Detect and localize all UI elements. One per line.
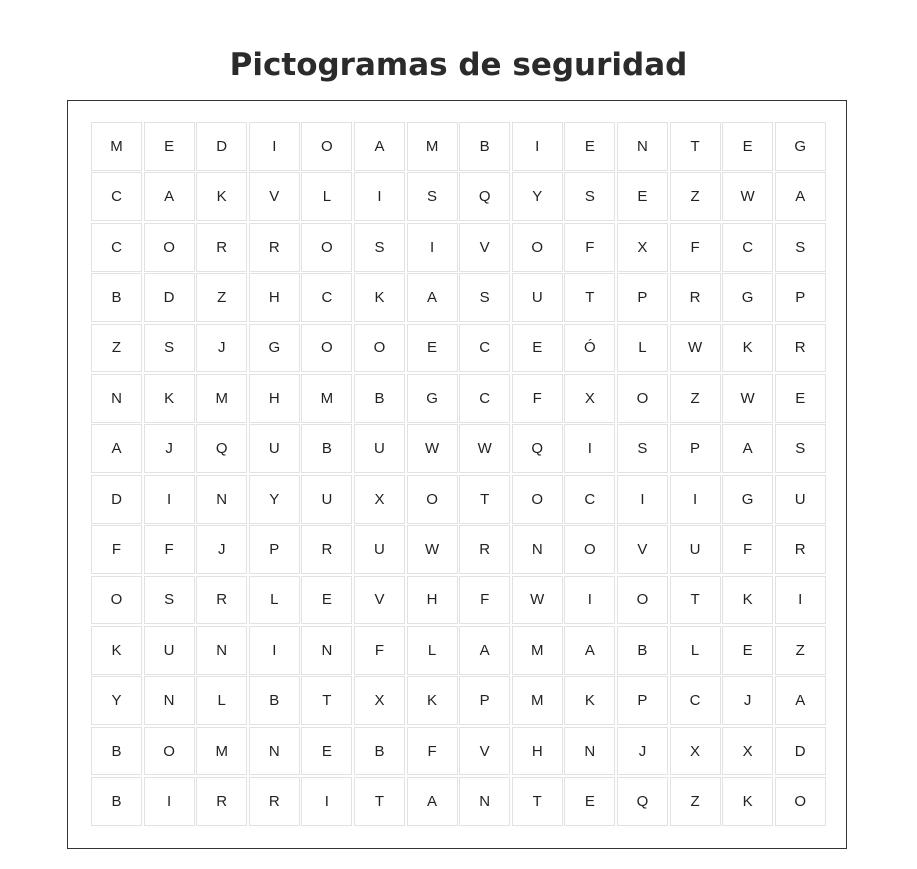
grid-cell[interactable]: O: [564, 525, 615, 574]
grid-cell[interactable]: Z: [670, 374, 721, 423]
grid-cell[interactable]: M: [196, 374, 247, 423]
grid-cell[interactable]: V: [459, 727, 510, 776]
grid-cell[interactable]: I: [301, 777, 352, 826]
grid-cell[interactable]: E: [564, 777, 615, 826]
grid-cell[interactable]: F: [564, 223, 615, 272]
grid-cell[interactable]: S: [144, 324, 195, 373]
grid-cell[interactable]: U: [670, 525, 721, 574]
grid-cell[interactable]: Y: [512, 172, 563, 221]
grid-cell[interactable]: C: [91, 223, 142, 272]
grid-cell[interactable]: R: [301, 525, 352, 574]
grid-cell[interactable]: X: [564, 374, 615, 423]
grid-cell[interactable]: X: [354, 676, 405, 725]
grid-cell[interactable]: W: [407, 424, 458, 473]
grid-cell[interactable]: J: [617, 727, 668, 776]
grid-cell[interactable]: F: [670, 223, 721, 272]
grid-cell[interactable]: D: [775, 727, 826, 776]
grid-cell[interactable]: M: [512, 676, 563, 725]
grid-cell[interactable]: F: [407, 727, 458, 776]
grid-cell[interactable]: P: [617, 676, 668, 725]
grid-cell[interactable]: T: [564, 273, 615, 322]
grid-cell[interactable]: A: [775, 172, 826, 221]
grid-cell[interactable]: L: [670, 626, 721, 675]
grid-cell[interactable]: H: [249, 273, 300, 322]
grid-cell[interactable]: B: [91, 273, 142, 322]
grid-cell[interactable]: N: [196, 475, 247, 524]
grid-cell[interactable]: E: [512, 324, 563, 373]
grid-cell[interactable]: E: [722, 626, 773, 675]
grid-cell[interactable]: I: [564, 424, 615, 473]
grid-cell[interactable]: D: [196, 122, 247, 171]
grid-cell[interactable]: I: [564, 576, 615, 625]
grid-cell[interactable]: X: [354, 475, 405, 524]
grid-cell[interactable]: J: [144, 424, 195, 473]
grid-cell[interactable]: E: [617, 172, 668, 221]
grid-cell[interactable]: I: [407, 223, 458, 272]
grid-cell[interactable]: O: [512, 223, 563, 272]
grid-cell[interactable]: O: [775, 777, 826, 826]
grid-cell[interactable]: M: [512, 626, 563, 675]
grid-cell[interactable]: N: [512, 525, 563, 574]
grid-cell[interactable]: U: [144, 626, 195, 675]
grid-cell[interactable]: S: [459, 273, 510, 322]
grid-cell[interactable]: Y: [249, 475, 300, 524]
grid-cell[interactable]: B: [91, 777, 142, 826]
grid-cell[interactable]: N: [249, 727, 300, 776]
grid-cell[interactable]: P: [249, 525, 300, 574]
grid-cell[interactable]: B: [91, 727, 142, 776]
grid-cell[interactable]: L: [407, 626, 458, 675]
grid-cell[interactable]: C: [459, 374, 510, 423]
grid-cell[interactable]: U: [249, 424, 300, 473]
grid-cell[interactable]: O: [144, 223, 195, 272]
grid-cell[interactable]: P: [617, 273, 668, 322]
grid-cell[interactable]: V: [354, 576, 405, 625]
grid-cell[interactable]: M: [196, 727, 247, 776]
grid-cell[interactable]: L: [196, 676, 247, 725]
grid-cell[interactable]: T: [670, 122, 721, 171]
grid-cell[interactable]: U: [512, 273, 563, 322]
grid-cell[interactable]: S: [354, 223, 405, 272]
grid-cell[interactable]: P: [459, 676, 510, 725]
grid-cell[interactable]: S: [564, 172, 615, 221]
grid-cell[interactable]: N: [459, 777, 510, 826]
grid-cell[interactable]: P: [775, 273, 826, 322]
grid-cell[interactable]: E: [301, 727, 352, 776]
grid-cell[interactable]: R: [459, 525, 510, 574]
grid-cell[interactable]: T: [459, 475, 510, 524]
grid-cell[interactable]: C: [722, 223, 773, 272]
grid-cell[interactable]: H: [407, 576, 458, 625]
grid-cell[interactable]: A: [354, 122, 405, 171]
grid-cell[interactable]: G: [249, 324, 300, 373]
grid-cell[interactable]: B: [354, 727, 405, 776]
grid-cell[interactable]: A: [407, 777, 458, 826]
grid-cell[interactable]: I: [354, 172, 405, 221]
grid-cell[interactable]: O: [617, 374, 668, 423]
grid-cell[interactable]: K: [722, 777, 773, 826]
grid-cell[interactable]: E: [722, 122, 773, 171]
grid-cell[interactable]: L: [301, 172, 352, 221]
grid-cell[interactable]: U: [354, 525, 405, 574]
grid-cell[interactable]: O: [301, 122, 352, 171]
grid-cell[interactable]: N: [564, 727, 615, 776]
grid-cell[interactable]: N: [144, 676, 195, 725]
grid-cell[interactable]: C: [670, 676, 721, 725]
grid-cell[interactable]: O: [512, 475, 563, 524]
grid-cell[interactable]: E: [564, 122, 615, 171]
grid-cell[interactable]: V: [617, 525, 668, 574]
grid-cell[interactable]: E: [407, 324, 458, 373]
grid-cell[interactable]: E: [301, 576, 352, 625]
grid-cell[interactable]: J: [722, 676, 773, 725]
grid-cell[interactable]: D: [144, 273, 195, 322]
grid-cell[interactable]: R: [775, 525, 826, 574]
grid-cell[interactable]: W: [459, 424, 510, 473]
grid-cell[interactable]: G: [722, 273, 773, 322]
grid-cell[interactable]: O: [407, 475, 458, 524]
grid-cell[interactable]: K: [91, 626, 142, 675]
grid-cell[interactable]: I: [249, 626, 300, 675]
grid-cell[interactable]: F: [459, 576, 510, 625]
grid-cell[interactable]: Q: [617, 777, 668, 826]
grid-cell[interactable]: M: [407, 122, 458, 171]
grid-cell[interactable]: O: [91, 576, 142, 625]
grid-cell[interactable]: S: [407, 172, 458, 221]
grid-cell[interactable]: L: [249, 576, 300, 625]
grid-cell[interactable]: T: [512, 777, 563, 826]
grid-cell[interactable]: N: [301, 626, 352, 675]
grid-cell[interactable]: K: [196, 172, 247, 221]
grid-cell[interactable]: K: [722, 324, 773, 373]
grid-cell[interactable]: F: [512, 374, 563, 423]
grid-cell[interactable]: A: [91, 424, 142, 473]
grid-cell[interactable]: R: [249, 223, 300, 272]
grid-cell[interactable]: W: [722, 172, 773, 221]
grid-cell[interactable]: I: [512, 122, 563, 171]
word-search-board: [67, 100, 847, 849]
puzzle-title: Pictogramas de seguridad: [229, 47, 688, 83]
grid-cell[interactable]: I: [144, 777, 195, 826]
grid-cell[interactable]: N: [617, 122, 668, 171]
grid-cell[interactable]: T: [354, 777, 405, 826]
grid-cell[interactable]: Z: [670, 172, 721, 221]
grid-cell[interactable]: R: [670, 273, 721, 322]
grid-cell[interactable]: X: [722, 727, 773, 776]
grid-cell[interactable]: R: [249, 777, 300, 826]
letter-grid: [91, 122, 826, 826]
grid-cell[interactable]: R: [196, 576, 247, 625]
grid-cell[interactable]: N: [91, 374, 142, 423]
grid-cell[interactable]: X: [617, 223, 668, 272]
grid-cell[interactable]: O: [301, 223, 352, 272]
grid-cell[interactable]: U: [354, 424, 405, 473]
grid-cell[interactable]: W: [722, 374, 773, 423]
grid-cell[interactable]: S: [144, 576, 195, 625]
grid-cell[interactable]: B: [617, 626, 668, 675]
grid-cell[interactable]: W: [670, 324, 721, 373]
grid-cell[interactable]: K: [144, 374, 195, 423]
grid-cell[interactable]: P: [670, 424, 721, 473]
grid-cell[interactable]: G: [722, 475, 773, 524]
grid-cell[interactable]: Y: [91, 676, 142, 725]
grid-cell[interactable]: Q: [512, 424, 563, 473]
grid-cell[interactable]: N: [196, 626, 247, 675]
grid-cell[interactable]: I: [617, 475, 668, 524]
grid-cell[interactable]: D: [91, 475, 142, 524]
grid-cell[interactable]: I: [144, 475, 195, 524]
grid-cell[interactable]: G: [775, 122, 826, 171]
grid-cell[interactable]: F: [144, 525, 195, 574]
grid-cell[interactable]: S: [775, 223, 826, 272]
grid-cell[interactable]: X: [670, 727, 721, 776]
grid-cell[interactable]: C: [91, 172, 142, 221]
grid-cell[interactable]: B: [249, 676, 300, 725]
grid-cell[interactable]: R: [196, 223, 247, 272]
grid-cell[interactable]: A: [722, 424, 773, 473]
grid-cell[interactable]: C: [459, 324, 510, 373]
grid-cell[interactable]: T: [670, 576, 721, 625]
grid-cell[interactable]: U: [301, 475, 352, 524]
grid-cell[interactable]: S: [775, 424, 826, 473]
grid-cell[interactable]: Z: [91, 324, 142, 373]
grid-cell[interactable]: U: [775, 475, 826, 524]
grid-cell[interactable]: K: [354, 273, 405, 322]
grid-cell[interactable]: C: [564, 475, 615, 524]
grid-cell[interactable]: A: [144, 172, 195, 221]
grid-cell[interactable]: F: [354, 626, 405, 675]
grid-cell[interactable]: B: [459, 122, 510, 171]
grid-cell[interactable]: Z: [196, 273, 247, 322]
grid-cell[interactable]: Ó: [564, 324, 615, 373]
grid-cell[interactable]: Q: [196, 424, 247, 473]
grid-cell[interactable]: A: [459, 626, 510, 675]
grid-cell[interactable]: O: [144, 727, 195, 776]
grid-cell[interactable]: F: [722, 525, 773, 574]
grid-cell[interactable]: H: [249, 374, 300, 423]
grid-cell[interactable]: J: [196, 324, 247, 373]
grid-cell[interactable]: V: [249, 172, 300, 221]
grid-cell[interactable]: A: [775, 676, 826, 725]
grid-cell[interactable]: O: [354, 324, 405, 373]
grid-cell[interactable]: J: [196, 525, 247, 574]
grid-cell[interactable]: R: [196, 777, 247, 826]
grid-cell[interactable]: Z: [670, 777, 721, 826]
grid-cell[interactable]: F: [91, 525, 142, 574]
grid-cell[interactable]: K: [722, 576, 773, 625]
grid-cell[interactable]: A: [407, 273, 458, 322]
grid-cell[interactable]: M: [301, 374, 352, 423]
grid-cell[interactable]: Z: [775, 626, 826, 675]
grid-cell[interactable]: B: [354, 374, 405, 423]
grid-cell[interactable]: K: [407, 676, 458, 725]
grid-cell[interactable]: L: [617, 324, 668, 373]
grid-cell[interactable]: E: [775, 374, 826, 423]
grid-cell[interactable]: I: [775, 576, 826, 625]
grid-cell[interactable]: I: [670, 475, 721, 524]
grid-cell[interactable]: G: [407, 374, 458, 423]
grid-cell[interactable]: E: [144, 122, 195, 171]
grid-cell[interactable]: Q: [459, 172, 510, 221]
grid-cell[interactable]: T: [301, 676, 352, 725]
grid-cell[interactable]: O: [617, 576, 668, 625]
grid-cell[interactable]: A: [564, 626, 615, 675]
grid-cell[interactable]: R: [775, 324, 826, 373]
grid-cell[interactable]: V: [459, 223, 510, 272]
grid-cell[interactable]: W: [407, 525, 458, 574]
grid-cell[interactable]: O: [301, 324, 352, 373]
grid-cell[interactable]: K: [564, 676, 615, 725]
grid-cell[interactable]: H: [512, 727, 563, 776]
grid-cell[interactable]: S: [617, 424, 668, 473]
grid-cell[interactable]: M: [91, 122, 142, 171]
grid-cell[interactable]: C: [301, 273, 352, 322]
grid-cell[interactable]: B: [301, 424, 352, 473]
grid-cell[interactable]: W: [512, 576, 563, 625]
grid-cell[interactable]: I: [249, 122, 300, 171]
